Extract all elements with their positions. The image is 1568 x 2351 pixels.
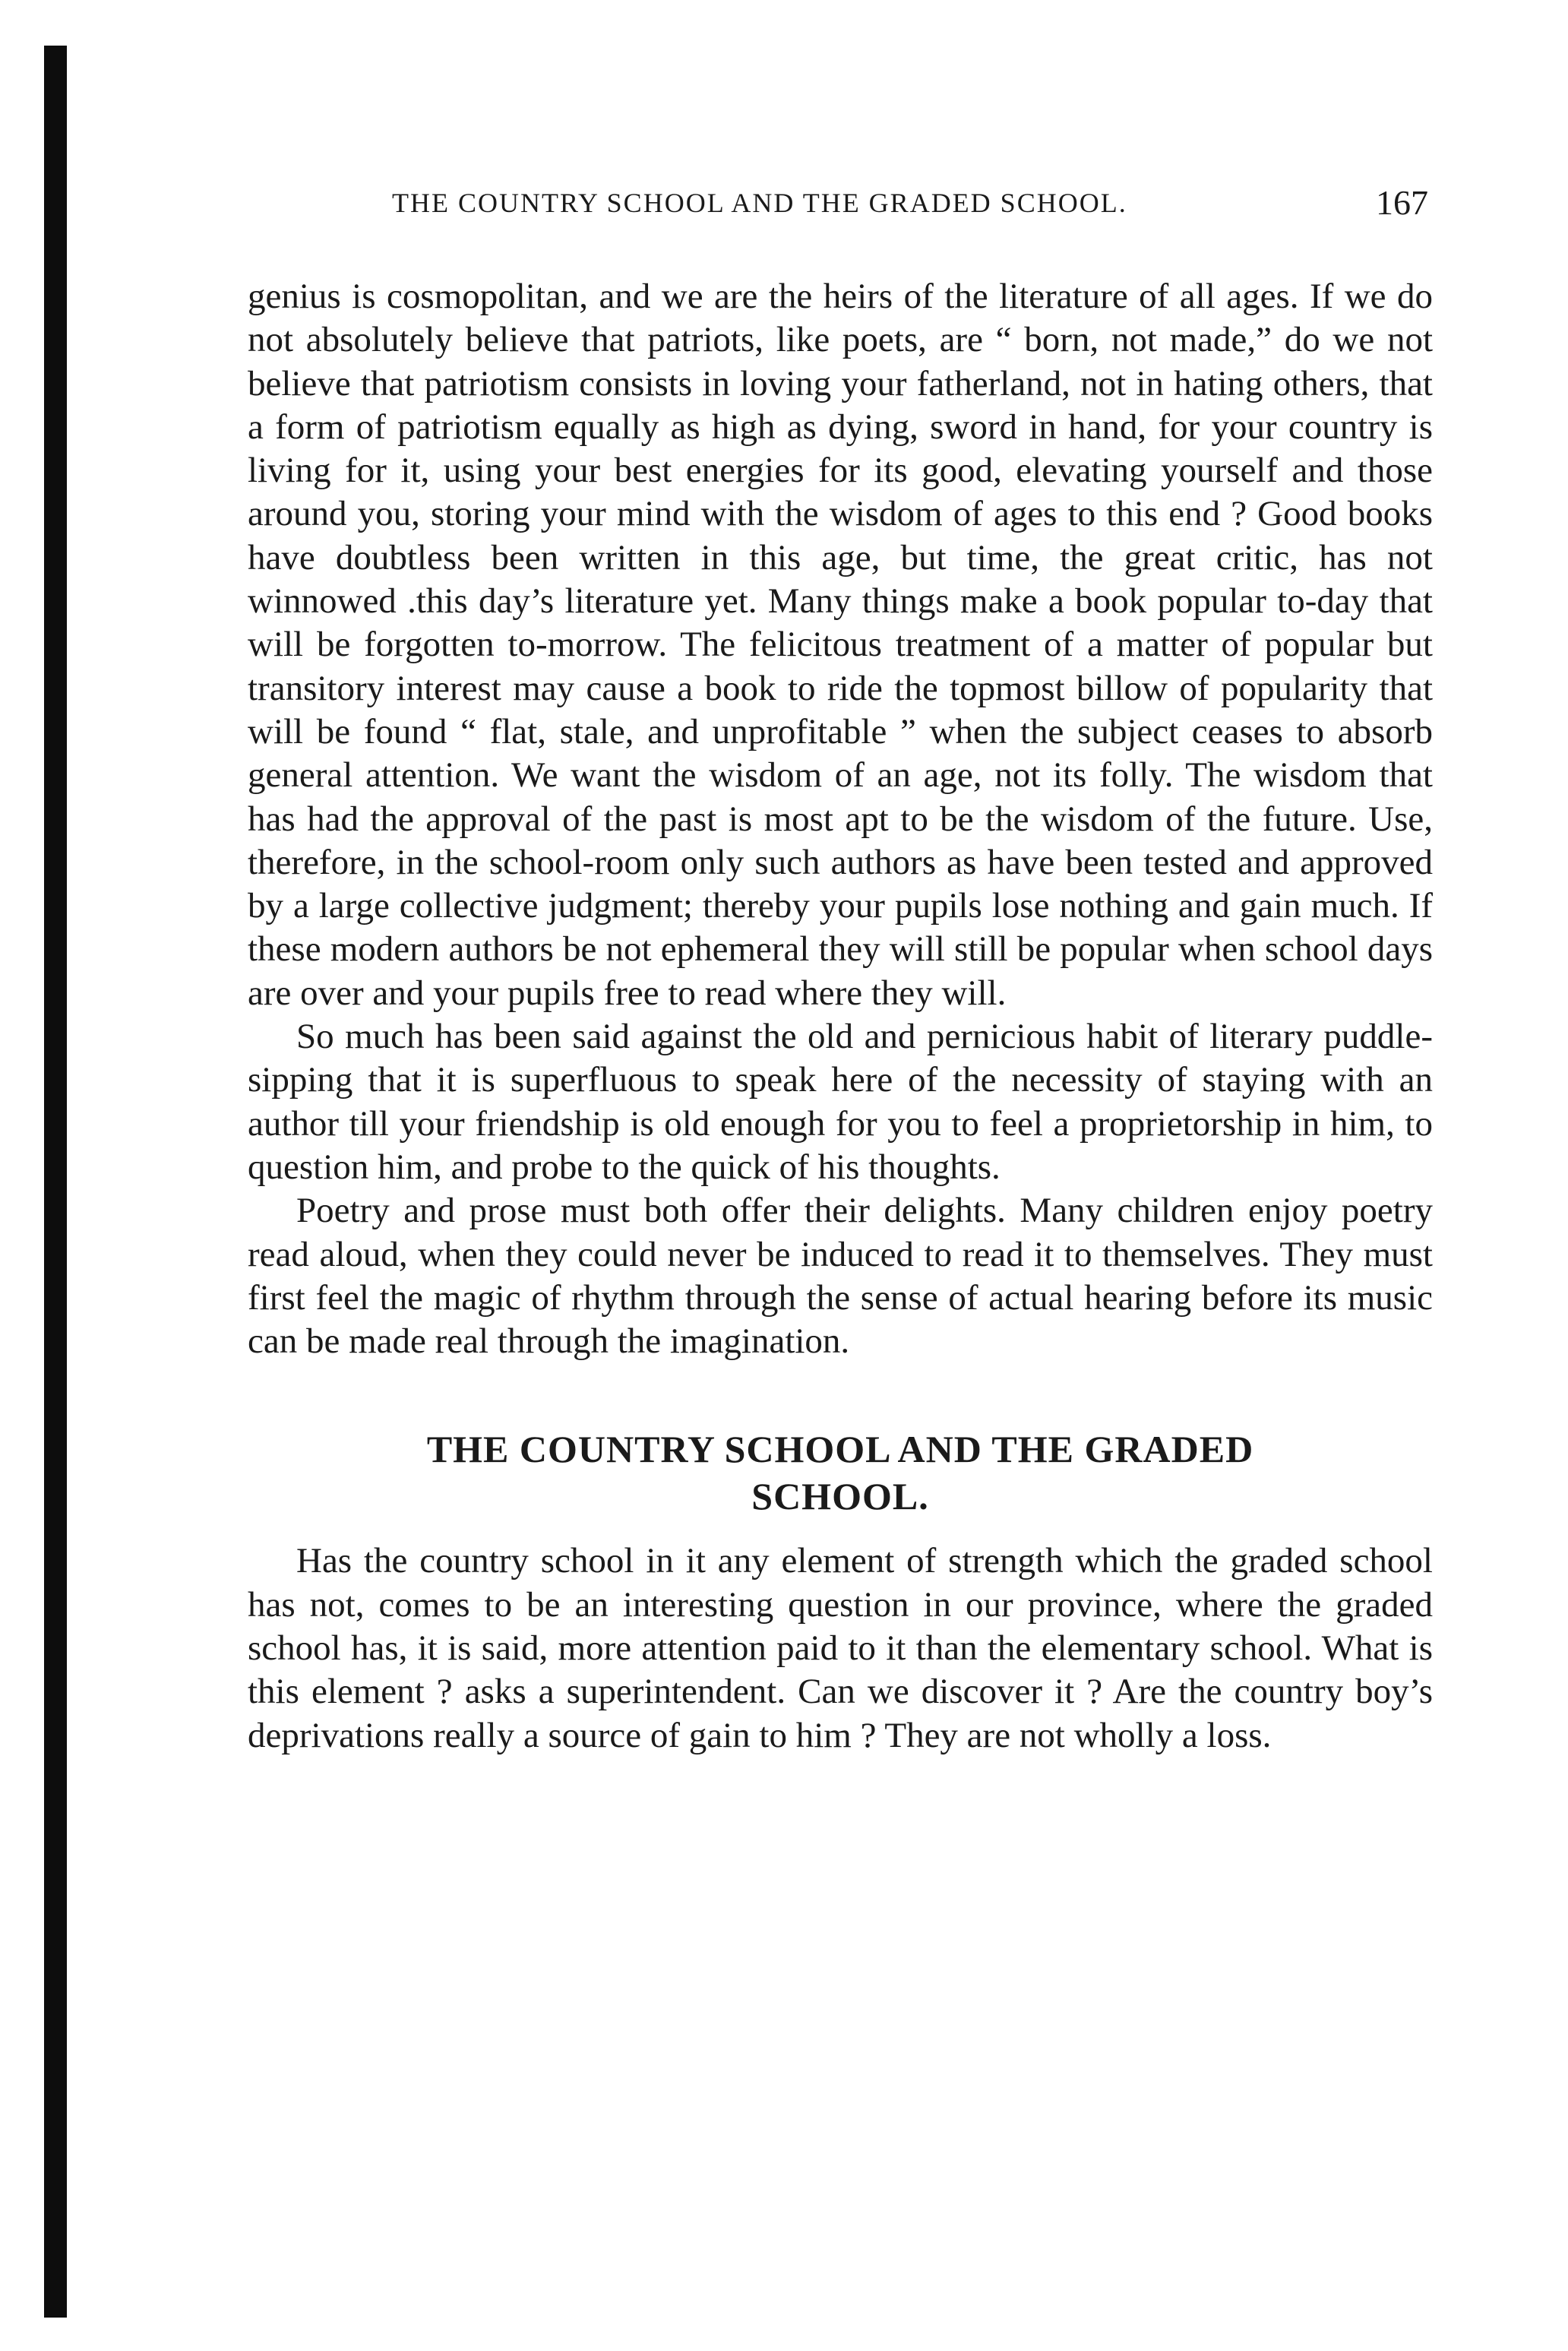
- body-paragraph-1: genius is cosmopolitan, and we are the heirs of the literature of all ages. If we do not absolutely believe that patriots, like poets, are “ born, not made,” do we not believe that patriotism consists in loving your fatherland, not in hating others, that a form of patriotism equally as high as dying, sword in hand, for your country is living for it, using your best energies for its good, elevating yourself and those around you, storing your mind with the wisdom of ages to this end ? Good books have doubtless been written in this age, but time, the great critic, has not winnowed .this day’s literature yet. Many things make a book popular to-day that will be forgotten to-morrow. The felicitous treatment of a matter of popular but transitory interest may cause a book to ride the topmost billow of popularity that will be found “ flat, stale, and unprofitable ” when the subject ceases to absorb general attention. We want the wisdom of an age, not its folly. The wisdom that has had the approval of the past is most apt to be the wisdom of the future. Use, therefore, in the school-room only such authors as have been tested and approved by a large collective judgment; thereby your pupils lose nothing and gain much. If these modern authors be not ephemeral they will still be popular when school days are over and your pupils free to read where they will.: [248, 277, 1433, 1013]
- body-paragraph-2: So much has been said against the old and pernicious habit of literary puddle-sipping that it is superfluous to speak here of the necessity of staying with an author till your friendship is old enough for you to feel a proprietorship in him, to question him, and probe to the quick of his thoughts.: [248, 1017, 1433, 1187]
- body-paragraph-3: Poetry and prose must both offer their delights. Many children enjoy poetry read aloud, when they could never be induced to read it to themselves. They must first feel the magic of rhythm through the sense of actual hearing before its music can be made real through the imagination.: [248, 1191, 1433, 1362]
- running-header: [248, 182, 1433, 231]
- binding-shadow: [44, 46, 67, 2318]
- running-title: THE COUNTRY SCHOOL AND THE GRADED SCHOOL.: [392, 188, 1127, 218]
- section-heading: THE COUNTRY SCHOOL AND THE GRADED SCHOOL.: [426, 1428, 1254, 1518]
- section-paragraph-1: Has the country school in it any element of strength which the graded school has not, comes to be an interesting question in our province, where the graded school has, it is said, more attention paid to it than the elementary school. What is this element ? asks a superintendent. Can we discover it ? Are the country boy’s deprivations really a source of gain to him ? They are not wholly a loss.: [248, 1541, 1433, 1755]
- page-number: 167: [1376, 183, 1428, 222]
- book-page: [248, 182, 1433, 1758]
